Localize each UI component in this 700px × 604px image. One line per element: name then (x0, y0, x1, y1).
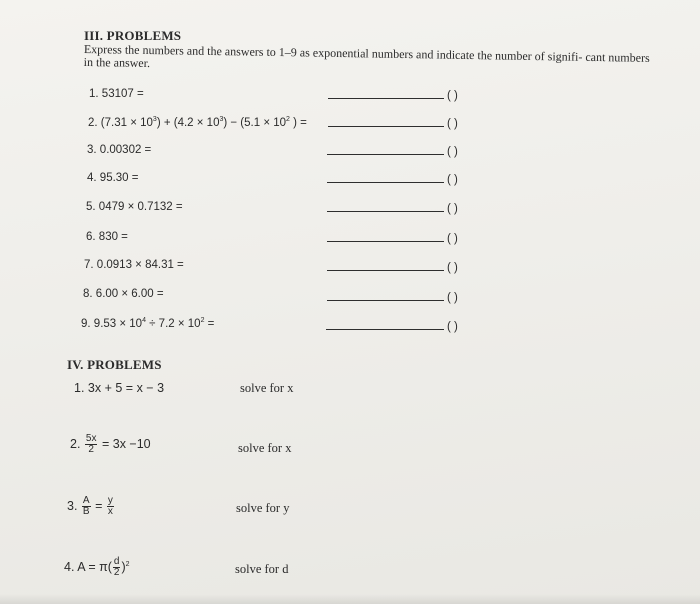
problem-number: 1. (89, 88, 99, 100)
answer-blank-6[interactable] (327, 227, 444, 242)
problem-text-d: ) = (289, 117, 307, 129)
problem-number: 3. (67, 498, 78, 513)
exponent: 2 (286, 116, 290, 123)
problem-text-b: ÷ 7.2 × 10 (145, 318, 201, 330)
exponent: 2 (200, 317, 205, 324)
problem-text-a: 9.53 × 10 (93, 318, 143, 330)
sig-figs-paren-4[interactable]: ( ) (447, 174, 458, 186)
fraction (113, 557, 121, 578)
solve-instruction-2: solve for x (238, 441, 292, 455)
problem-number: 4. (64, 559, 75, 574)
answer-blank-8[interactable] (327, 286, 444, 301)
fraction-denominator: 2 (113, 567, 120, 578)
exponent: 4 (142, 317, 146, 324)
section-iii-instructions: Express the numbers and the answers to 1–9 as exponential numbers and indicate the number of signifi- cant numbers in the answer. (83, 42, 650, 71)
problem-text: 0.00302 = (99, 144, 152, 156)
problem-number: 4. (87, 172, 97, 184)
page-edge-shadow (0, 594, 700, 604)
problem-text: 0.0913 × 84.31 = (96, 259, 184, 271)
sig-figs-paren-7[interactable]: ( ) (447, 262, 458, 274)
fraction-denominator: B (82, 506, 90, 517)
fraction (85, 434, 98, 455)
fraction-denominator: x (107, 506, 113, 517)
problem-text-a: (7.31 × 10 (100, 117, 153, 129)
problem-text-b: ) + (4.2 × 10 (156, 117, 220, 129)
problem-iii-1 (89, 88, 144, 100)
problem-text-c: = (204, 318, 215, 330)
answer-blank-7[interactable] (327, 256, 444, 271)
answer-blank-5[interactable] (327, 197, 444, 212)
problem-iii-6 (86, 231, 128, 243)
problem-number: 3. (87, 144, 97, 156)
problem-number: 9. (81, 318, 91, 330)
problem-text-c: ) − (5.1 × 10 (223, 117, 287, 129)
problem-text: 830 = (98, 231, 128, 243)
sig-figs-paren-5[interactable]: ( ) (447, 203, 458, 215)
exponent: 2 (125, 560, 130, 568)
fraction-numerator: A (82, 495, 90, 506)
sig-figs-paren-9[interactable]: ( ) (447, 321, 458, 333)
problem-text: 6.00 × 6.00 = (95, 288, 164, 300)
fraction-numerator: d (113, 556, 120, 567)
problem-iv-4 (64, 557, 130, 578)
fraction-numerator: 5x (85, 433, 97, 444)
equation-prefix: A = π( (77, 559, 112, 574)
problem-iii-2 (88, 116, 307, 129)
section-iv-title: IV. PROBLEMS (67, 357, 162, 372)
problem-text: 53107 = (101, 88, 144, 100)
fraction-left (82, 496, 91, 517)
answer-blank-4[interactable] (327, 168, 444, 183)
problem-text: 95.30 = (99, 172, 139, 184)
problem-number: 6. (86, 231, 96, 243)
equation: 3x + 5 = x − 3 (87, 381, 165, 395)
problem-number: 7. (84, 259, 94, 271)
section-iii-title: III. PROBLEMS (84, 28, 182, 43)
fraction-right (107, 496, 114, 517)
fraction-denominator: 2 (88, 444, 94, 455)
solve-instruction-1: solve for x (240, 381, 294, 395)
exponent: 3 (219, 116, 224, 123)
solve-instruction-3: solve for y (236, 501, 290, 515)
problem-text: 0479 × 0.7132 = (98, 201, 183, 213)
answer-blank-3[interactable] (327, 140, 444, 155)
equals-sign: = (95, 498, 103, 513)
answer-blank-2[interactable] (328, 112, 444, 127)
problem-iii-9 (81, 317, 214, 330)
problem-iii-3 (87, 144, 151, 156)
sig-figs-paren-1[interactable]: ( ) (447, 90, 458, 102)
problem-iii-8 (83, 288, 164, 300)
sig-figs-paren-2[interactable]: ( ) (447, 118, 458, 130)
problem-number: 2. (88, 117, 98, 129)
sig-figs-paren-8[interactable]: ( ) (447, 292, 458, 304)
answer-blank-1[interactable] (328, 84, 444, 99)
problem-number: 5. (86, 201, 96, 213)
problem-iv-3 (67, 496, 115, 517)
problem-iv-1 (74, 381, 164, 395)
sig-figs-paren-6[interactable]: ( ) (447, 233, 458, 245)
problem-number: 8. (83, 288, 93, 300)
fraction-numerator: y (107, 495, 113, 506)
exponent: 3 (152, 116, 157, 123)
problem-iii-5 (86, 201, 183, 213)
sig-figs-paren-3[interactable]: ( ) (447, 146, 458, 158)
equation-suffix: ) (121, 559, 126, 574)
problem-iii-4 (87, 172, 139, 184)
equation-rest: = 3x −10 (101, 436, 151, 451)
solve-instruction-4: solve for d (235, 562, 289, 576)
answer-blank-9[interactable] (326, 315, 444, 330)
problem-iii-7 (84, 259, 184, 271)
problem-iv-2 (70, 434, 151, 455)
problem-number: 1. (74, 381, 85, 395)
problem-number: 2. (70, 436, 81, 451)
